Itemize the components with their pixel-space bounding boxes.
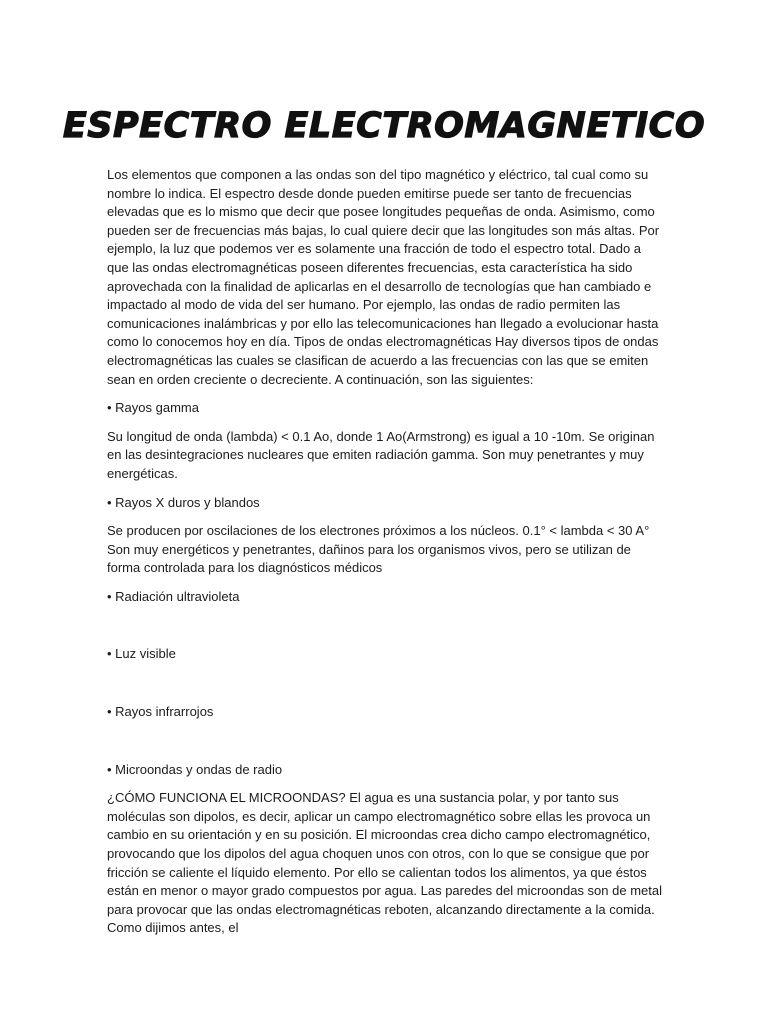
microwave-paragraph: ¿CÓMO FUNCIONA EL MICROONDAS? El agua es una sustancia polar, y por tanto sus moléculas son dipolos, es decir, aplicar un campo electromagnético sobre ellas les provoca un cambio en su orientación y en su posición. El microondas crea dicho campo electromagnético, provocando que los dipolos del agua choquen unos con otros, con lo que se consigue que por fricción se caliente el líquido elemento. Por ello se calientan todos los alimentos, ya que éstos están en menor o mayor grado compuestos por agua. Las paredes del microondas son de metal para provocar que las ondas electromagnéticas reboten, alcanzando directamente a la comida. Como dijimos antes, el — [107, 790, 662, 936]
bullet-x-rays: • Rayos X duros y blandos — [107, 494, 260, 510]
intro-paragraph: Los elementos que componen a las ondas son del tipo magnético y eléctrico, tal cual como su nombre lo indica. El espectro desde donde pueden emitirse puede ser tanto de frecuencias elevadas que es lo mismo que decir que posee longitudes pequeñas de onda. Asimismo, como pueden ser de frecuencias más bajas, lo cual quiere decir que las longitudes son más altas. Por ejemplo, la luz que podemos ver es solamente una fracción de todo el espectro total. Dado a que las ondas electromagnéticas poseen diferentes frecuencias, esta característica ha sido aprovechada con la finalidad de aplicarlas en el desarrollo de tecnologías que han cambiado e impactado al modo de vida del ser humano. Por ejemplo, las ondas de radio permiten las comunicaciones inalámbricas y por ello las telecomunicaciones han llegado a evolucionar hasta como lo conocemos hoy en día. Tipos de ondas electromagnéticas Hay diversos tipos de ondas electromagnéticas las cuales se clasifican de acuerdo a las frecuencias con las que se emiten sean en orden creciente o decreciente. A continuación, son las siguientes: — [107, 167, 660, 387]
bullet-infrared: • Rayos infrarrojos — [107, 704, 214, 720]
x-rays-paragraph: Se producen por oscilaciones de los electrones próximos a los núcleos. 0.1° < lambda < 30 A° Son muy energéticos y penetrantes, dañinos para los organismos vivos, pero se utilizan de forma controlada para los diagnósticos médicos — [107, 523, 650, 576]
bullet-visible-light: • Luz visible — [107, 646, 176, 662]
page-title: ESPECTRO ELECTROMAGNETICO — [62, 106, 706, 146]
document-body — [107, 166, 663, 948]
bullet-gamma-rays: • Rayos gamma — [107, 400, 199, 416]
bullet-ultraviolet: • Radiación ultravioleta — [107, 588, 240, 604]
gamma-rays-paragraph: Su longitud de onda (lambda) < 0.1 Ao, donde 1 Ao(Armstrong) es igual a 10 -10m. Se originan en las desintegraciones nucleares que emiten radiación gamma. Son muy penetrantes y muy energéticas. — [107, 428, 655, 481]
bullet-microwaves-radio: • Microondas y ondas de radio — [107, 761, 283, 777]
